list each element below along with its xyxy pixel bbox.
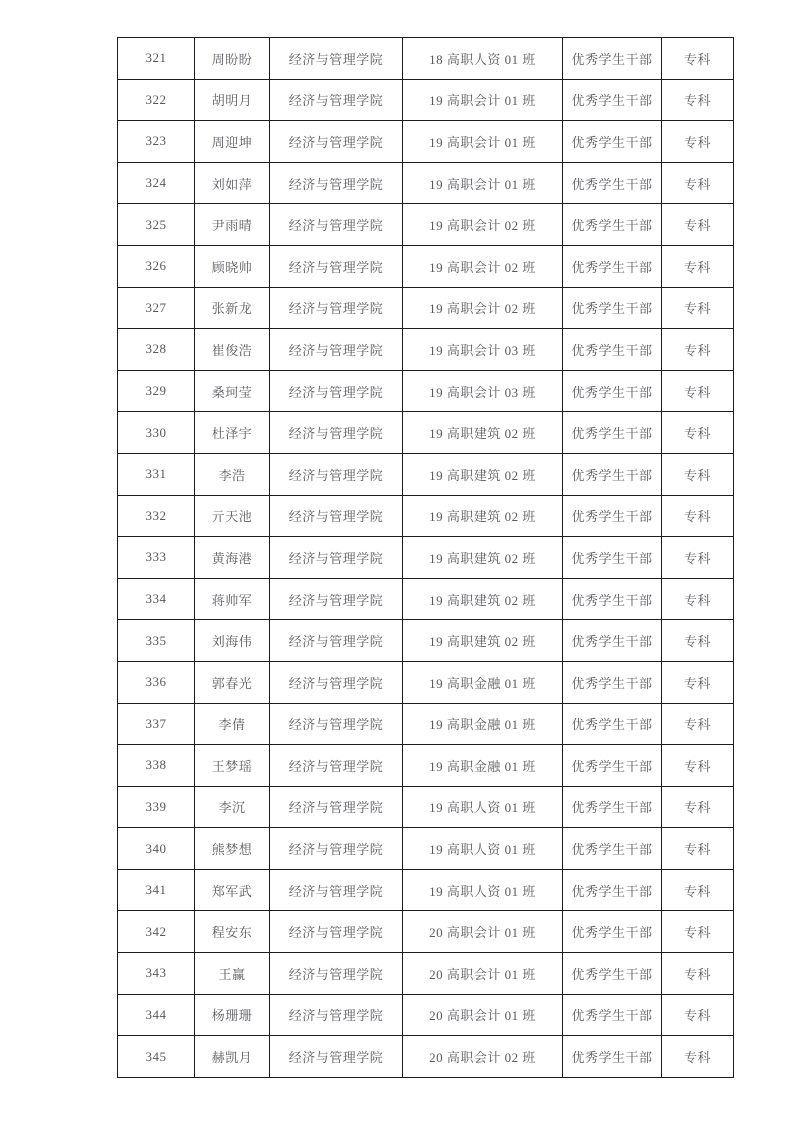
class-cell: 19 高职人资 01 班	[403, 869, 563, 911]
student-name-cell: 杜泽宇	[195, 412, 270, 454]
class-cell: 20 高职会计 01 班	[403, 953, 563, 995]
table-row	[118, 703, 734, 745]
row-number-cell: 328	[118, 329, 195, 371]
level-cell: 专科	[662, 953, 734, 995]
college-cell: 经济与管理学院	[270, 329, 403, 371]
class-cell: 19 高职会计 01 班	[403, 79, 563, 121]
class-cell: 20 高职会计 01 班	[403, 911, 563, 953]
level-cell: 专科	[662, 370, 734, 412]
table-row	[118, 537, 734, 579]
award-cell: 优秀学生干部	[563, 329, 662, 371]
student-name-cell: 李沉	[195, 786, 270, 828]
student-name-cell: 郭春光	[195, 661, 270, 703]
student-name-cell: 杨珊珊	[195, 994, 270, 1036]
table-body	[118, 38, 734, 1078]
award-cell: 优秀学生干部	[563, 204, 662, 246]
class-cell: 19 高职会计 02 班	[403, 204, 563, 246]
class-cell: 18 高职人资 01 班	[403, 38, 563, 80]
college-cell: 经济与管理学院	[270, 994, 403, 1036]
award-cell: 优秀学生干部	[563, 121, 662, 163]
student-name-cell: 蒋帅军	[195, 578, 270, 620]
college-cell: 经济与管理学院	[270, 911, 403, 953]
award-cell: 优秀学生干部	[563, 79, 662, 121]
award-cell: 优秀学生干部	[563, 745, 662, 787]
college-cell: 经济与管理学院	[270, 953, 403, 995]
row-number-cell: 327	[118, 287, 195, 329]
class-cell: 19 高职人资 01 班	[403, 786, 563, 828]
college-cell: 经济与管理学院	[270, 495, 403, 537]
level-cell: 专科	[662, 1036, 734, 1078]
level-cell: 专科	[662, 329, 734, 371]
table-row	[118, 370, 734, 412]
level-cell: 专科	[662, 869, 734, 911]
student-name-cell: 亓天池	[195, 495, 270, 537]
student-name-cell: 崔俊浩	[195, 329, 270, 371]
award-cell: 优秀学生干部	[563, 537, 662, 579]
award-cell: 优秀学生干部	[563, 453, 662, 495]
student-name-cell: 程安东	[195, 911, 270, 953]
table-row	[118, 453, 734, 495]
college-cell: 经济与管理学院	[270, 828, 403, 870]
award-cell: 优秀学生干部	[563, 578, 662, 620]
student-name-cell: 刘如萍	[195, 162, 270, 204]
college-cell: 经济与管理学院	[270, 370, 403, 412]
table-row	[118, 121, 734, 163]
level-cell: 专科	[662, 287, 734, 329]
college-cell: 经济与管理学院	[270, 287, 403, 329]
table-row	[118, 287, 734, 329]
student-name-cell: 王梦瑶	[195, 745, 270, 787]
row-number-cell: 322	[118, 79, 195, 121]
class-cell: 19 高职建筑 02 班	[403, 453, 563, 495]
table-row	[118, 495, 734, 537]
college-cell: 经济与管理学院	[270, 38, 403, 80]
row-number-cell: 324	[118, 162, 195, 204]
row-number-cell: 339	[118, 786, 195, 828]
row-number-cell: 336	[118, 661, 195, 703]
student-name-cell: 李倩	[195, 703, 270, 745]
row-number-cell: 325	[118, 204, 195, 246]
college-cell: 经济与管理学院	[270, 745, 403, 787]
level-cell: 专科	[662, 620, 734, 662]
level-cell: 专科	[662, 703, 734, 745]
row-number-cell: 329	[118, 370, 195, 412]
row-number-cell: 340	[118, 828, 195, 870]
class-cell: 19 高职会计 01 班	[403, 121, 563, 163]
table-row	[118, 245, 734, 287]
award-cell: 优秀学生干部	[563, 869, 662, 911]
table-row	[118, 745, 734, 787]
level-cell: 专科	[662, 79, 734, 121]
class-cell: 19 高职金融 01 班	[403, 745, 563, 787]
table-row	[118, 911, 734, 953]
class-cell: 20 高职会计 01 班	[403, 994, 563, 1036]
class-cell: 19 高职会计 01 班	[403, 162, 563, 204]
table-row	[118, 620, 734, 662]
table-row	[118, 786, 734, 828]
level-cell: 专科	[662, 245, 734, 287]
student-name-cell: 桑珂莹	[195, 370, 270, 412]
college-cell: 经济与管理学院	[270, 703, 403, 745]
row-number-cell: 331	[118, 453, 195, 495]
class-cell: 19 高职金融 01 班	[403, 703, 563, 745]
class-cell: 19 高职会计 02 班	[403, 287, 563, 329]
row-number-cell: 344	[118, 994, 195, 1036]
college-cell: 经济与管理学院	[270, 661, 403, 703]
student-award-table	[117, 37, 734, 1078]
table-row	[118, 994, 734, 1036]
award-cell: 优秀学生干部	[563, 370, 662, 412]
table-row	[118, 38, 734, 80]
college-cell: 经济与管理学院	[270, 578, 403, 620]
level-cell: 专科	[662, 661, 734, 703]
student-name-cell: 王赢	[195, 953, 270, 995]
row-number-cell: 332	[118, 495, 195, 537]
award-cell: 优秀学生干部	[563, 245, 662, 287]
award-cell: 优秀学生干部	[563, 620, 662, 662]
table-row	[118, 412, 734, 454]
college-cell: 经济与管理学院	[270, 162, 403, 204]
award-cell: 优秀学生干部	[563, 287, 662, 329]
level-cell: 专科	[662, 786, 734, 828]
college-cell: 经济与管理学院	[270, 786, 403, 828]
table-row	[118, 1036, 734, 1078]
student-name-cell: 黄海港	[195, 537, 270, 579]
college-cell: 经济与管理学院	[270, 79, 403, 121]
level-cell: 专科	[662, 162, 734, 204]
student-name-cell: 尹雨晴	[195, 204, 270, 246]
student-name-cell: 李浩	[195, 453, 270, 495]
student-name-cell: 熊梦想	[195, 828, 270, 870]
row-number-cell: 335	[118, 620, 195, 662]
award-cell: 优秀学生干部	[563, 994, 662, 1036]
level-cell: 专科	[662, 38, 734, 80]
table-row	[118, 953, 734, 995]
row-number-cell: 337	[118, 703, 195, 745]
award-cell: 优秀学生干部	[563, 412, 662, 454]
row-number-cell: 333	[118, 537, 195, 579]
class-cell: 19 高职会计 03 班	[403, 329, 563, 371]
award-cell: 优秀学生干部	[563, 703, 662, 745]
class-cell: 19 高职金融 01 班	[403, 661, 563, 703]
level-cell: 专科	[662, 745, 734, 787]
award-cell: 优秀学生干部	[563, 911, 662, 953]
level-cell: 专科	[662, 578, 734, 620]
row-number-cell: 338	[118, 745, 195, 787]
college-cell: 经济与管理学院	[270, 121, 403, 163]
row-number-cell: 343	[118, 953, 195, 995]
class-cell: 19 高职建筑 02 班	[403, 537, 563, 579]
table-row	[118, 828, 734, 870]
table-row	[118, 869, 734, 911]
level-cell: 专科	[662, 412, 734, 454]
row-number-cell: 326	[118, 245, 195, 287]
level-cell: 专科	[662, 911, 734, 953]
table-row	[118, 79, 734, 121]
class-cell: 20 高职会计 02 班	[403, 1036, 563, 1078]
table-row	[118, 578, 734, 620]
row-number-cell: 321	[118, 38, 195, 80]
student-name-cell: 顾晓帅	[195, 245, 270, 287]
row-number-cell: 330	[118, 412, 195, 454]
college-cell: 经济与管理学院	[270, 412, 403, 454]
class-cell: 19 高职建筑 02 班	[403, 620, 563, 662]
student-name-cell: 周盼盼	[195, 38, 270, 80]
student-name-cell: 刘海伟	[195, 620, 270, 662]
class-cell: 19 高职人资 01 班	[403, 828, 563, 870]
class-cell: 19 高职建筑 02 班	[403, 495, 563, 537]
student-name-cell: 郑军武	[195, 869, 270, 911]
class-cell: 19 高职建筑 02 班	[403, 578, 563, 620]
award-cell: 优秀学生干部	[563, 38, 662, 80]
level-cell: 专科	[662, 453, 734, 495]
class-cell: 19 高职建筑 02 班	[403, 412, 563, 454]
college-cell: 经济与管理学院	[270, 1036, 403, 1078]
college-cell: 经济与管理学院	[270, 204, 403, 246]
student-name-cell: 胡明月	[195, 79, 270, 121]
student-name-cell: 张新龙	[195, 287, 270, 329]
row-number-cell: 345	[118, 1036, 195, 1078]
level-cell: 专科	[662, 495, 734, 537]
student-name-cell: 赫凯月	[195, 1036, 270, 1078]
college-cell: 经济与管理学院	[270, 869, 403, 911]
level-cell: 专科	[662, 537, 734, 579]
class-cell: 19 高职会计 03 班	[403, 370, 563, 412]
class-cell: 19 高职会计 02 班	[403, 245, 563, 287]
table-row	[118, 329, 734, 371]
row-number-cell: 342	[118, 911, 195, 953]
award-cell: 优秀学生干部	[563, 162, 662, 204]
award-cell: 优秀学生干部	[563, 1036, 662, 1078]
award-cell: 优秀学生干部	[563, 495, 662, 537]
student-name-cell: 周迎坤	[195, 121, 270, 163]
award-cell: 优秀学生干部	[563, 661, 662, 703]
college-cell: 经济与管理学院	[270, 245, 403, 287]
row-number-cell: 323	[118, 121, 195, 163]
row-number-cell: 341	[118, 869, 195, 911]
award-cell: 优秀学生干部	[563, 953, 662, 995]
table-row	[118, 661, 734, 703]
row-number-cell: 334	[118, 578, 195, 620]
table-row	[118, 204, 734, 246]
college-cell: 经济与管理学院	[270, 537, 403, 579]
level-cell: 专科	[662, 828, 734, 870]
award-cell: 优秀学生干部	[563, 828, 662, 870]
level-cell: 专科	[662, 994, 734, 1036]
award-cell: 优秀学生干部	[563, 786, 662, 828]
college-cell: 经济与管理学院	[270, 620, 403, 662]
table-row	[118, 162, 734, 204]
level-cell: 专科	[662, 121, 734, 163]
college-cell: 经济与管理学院	[270, 453, 403, 495]
level-cell: 专科	[662, 204, 734, 246]
